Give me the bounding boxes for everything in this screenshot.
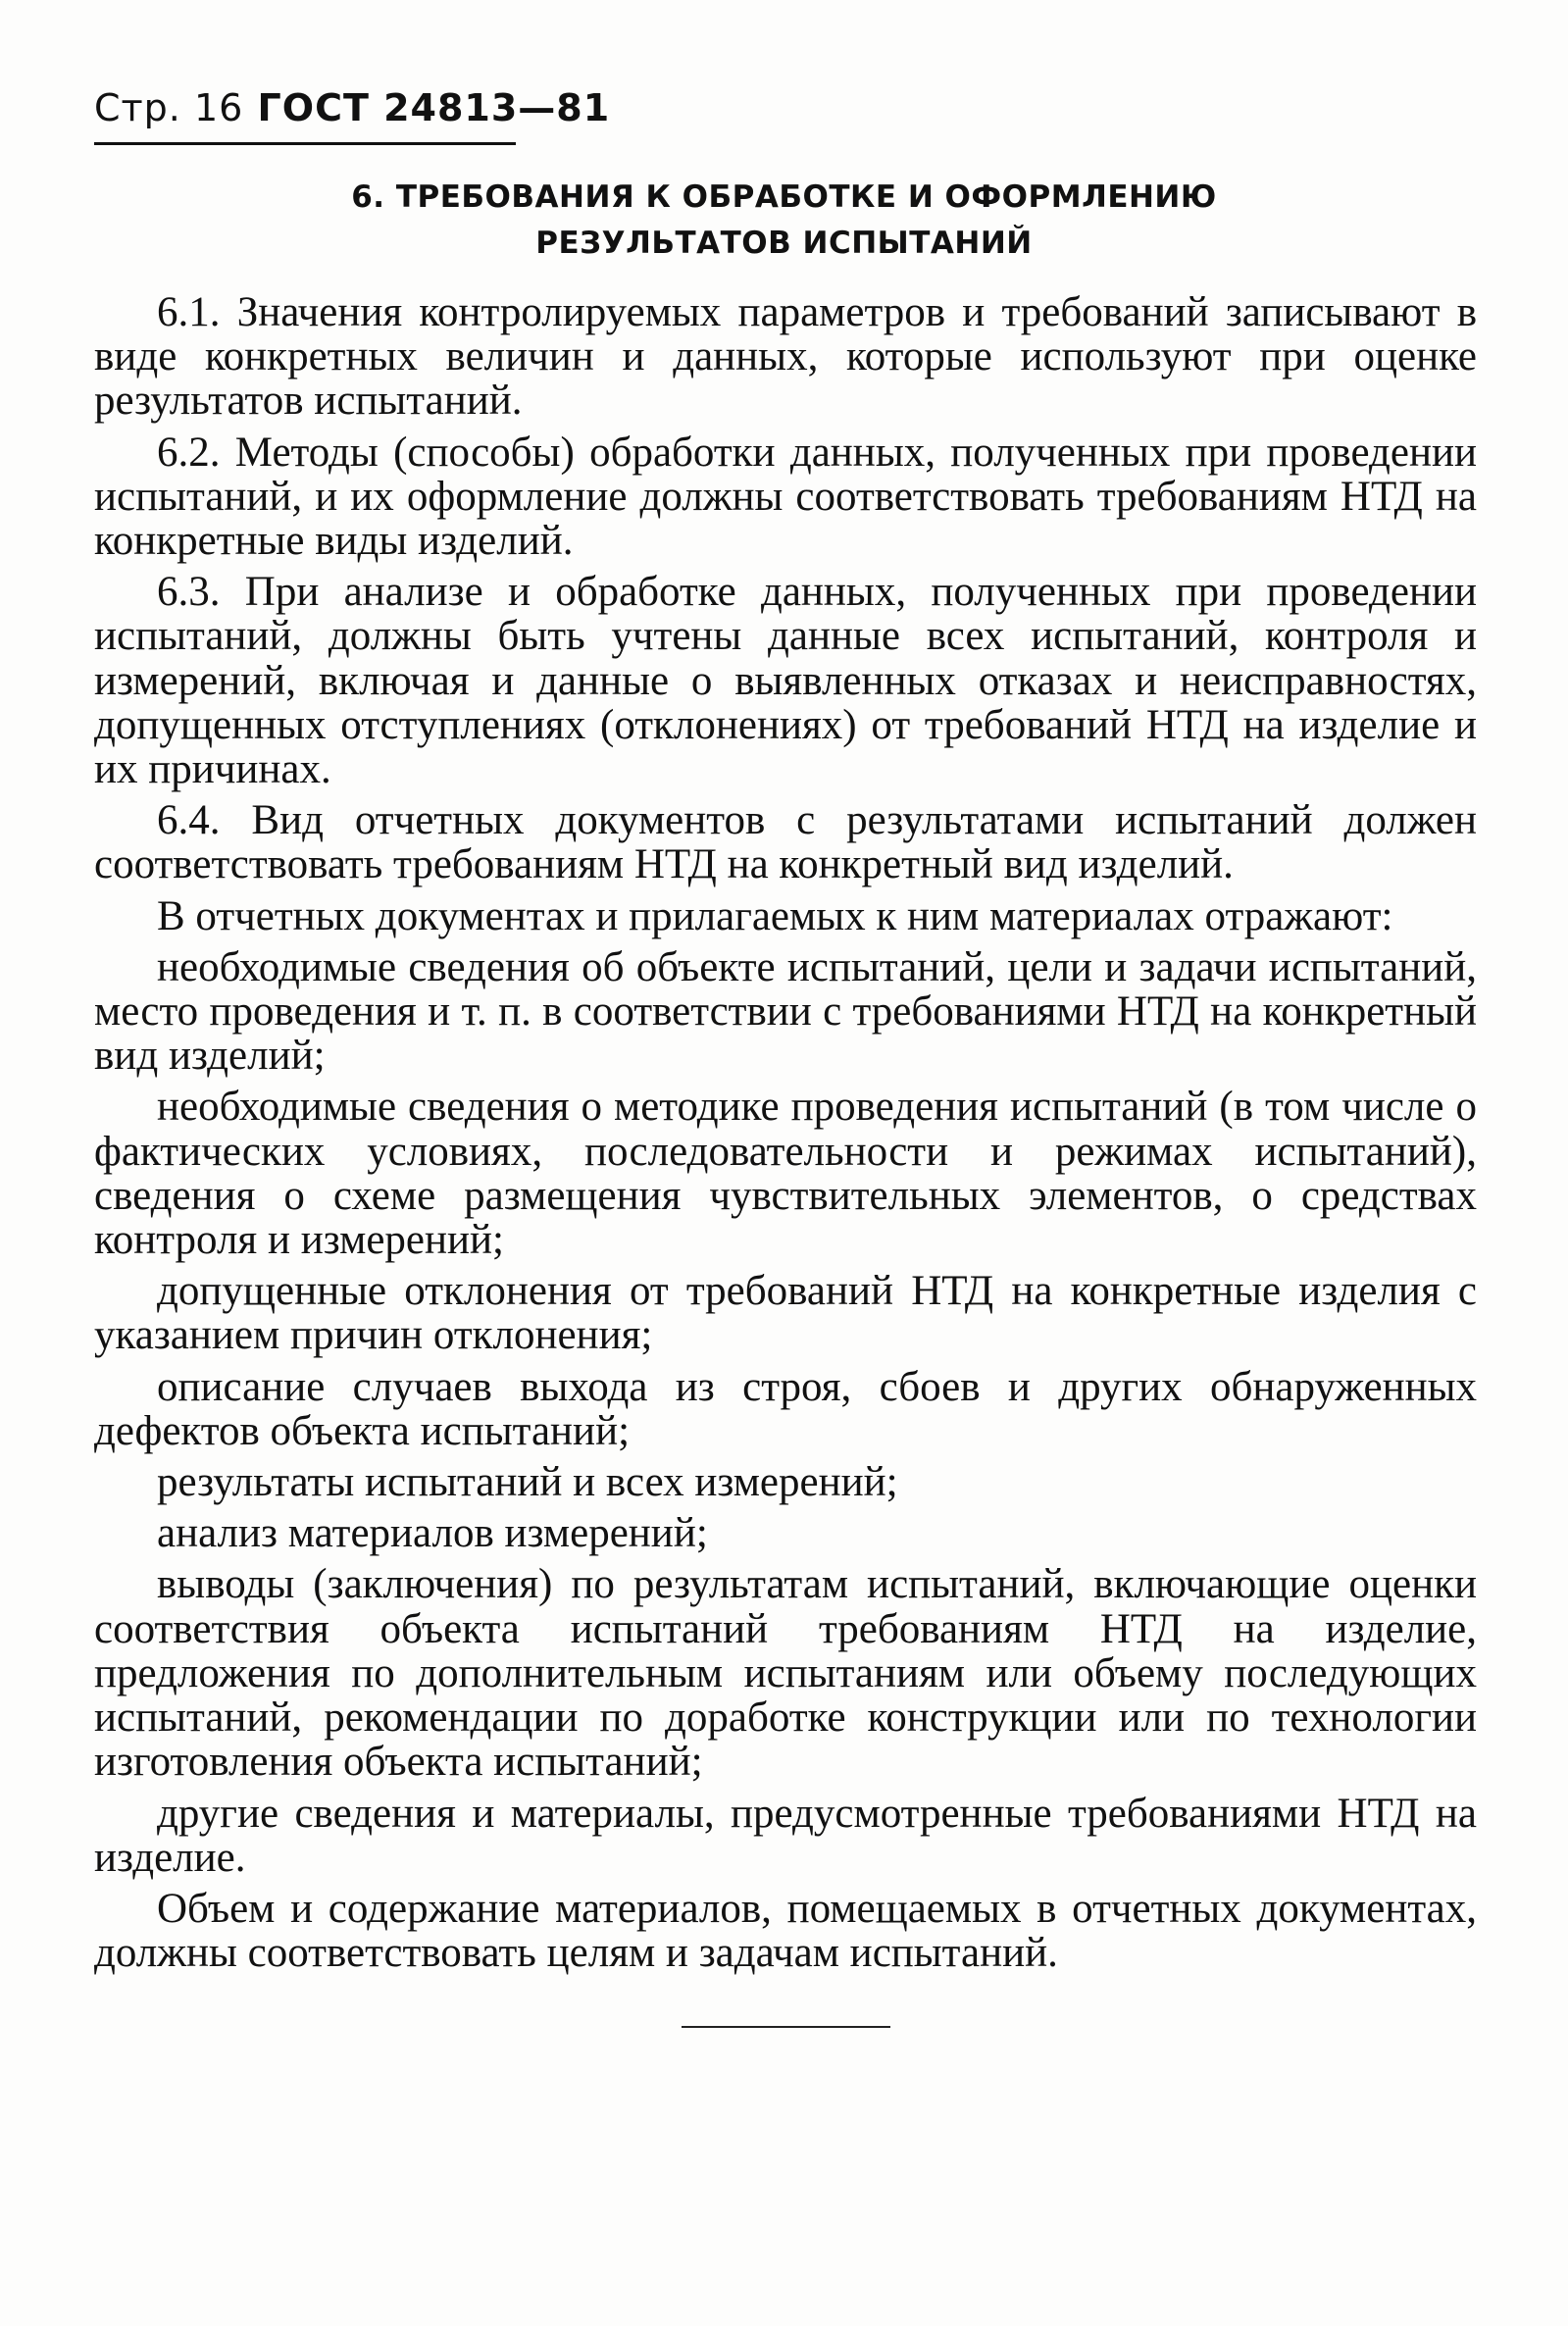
list-item: необходимые сведения о методике проведения испытаний (в том числе о фактических условиях, последовательности и режимах испытаний), сведения о схеме размещения чувствительных элементов, о средствах контроля и измерений; [94, 1084, 1477, 1264]
list-item: анализ материалов измерений; [157, 1510, 708, 1557]
list-item: выводы (заключения) по результатам испытаний, включающие оценки соответствия объекта испытаний требованиям НТД на изделие, предложения по дополнительным испытаниям или объему последующих испытаний, рекомендации по доработке конструкции или по технологии изготовления объекта испытаний; [94, 1561, 1477, 1786]
paragraph-6-4: 6.4. Вид отчетных документов с результатами испытаний должен соответствовать требованиям НТД на конкретный вид изделий. [94, 797, 1477, 888]
list-item: необходимые сведения об объекте испытаний, цели и задачи испытаний, место проведения и т. п. в соответствии с требованиями НТД на конкретный вид изделий; [94, 943, 1477, 1080]
section-title-line-2: РЕЗУЛЬТАТОВ ИСПЫТАНИЙ [535, 226, 1033, 261]
standard-designation: ГОСТ 24813—81 [257, 86, 611, 129]
list-item: описание случаев выхода из строя, сбоев и других обнаруженных дефектов объекта испытаний; [94, 1363, 1477, 1454]
list-item: допущенные отклонения от требований НТД на конкретные изделия с указанием причин отклонения; [94, 1268, 1477, 1359]
end-of-section-rule [682, 2026, 890, 2028]
list-item: другие сведения и материалы, предусмотренные требованиями НТД на изделие. [94, 1790, 1477, 1881]
page-number-label: Стр. 16 [94, 86, 244, 129]
paragraph-6-1: 6.1. Значения контролируемых параметров и требований записывают в виде конкретных величин и данных, которые используют при оценке результатов испытаний. [94, 289, 1477, 425]
paragraph-6-3: 6.3. При анализе и обработке данных, полученных при проведении испытаний, должны быть учтены данные всех испытаний, контроля и измерений, включая и данные о выявленных отказах и неисправностях, допущенных отступлениях (отклонениях) от требований НТД на изделие и их причинах. [94, 569, 1477, 793]
running-header [94, 86, 610, 129]
paragraph-closing: Объем и содержание материалов, помещаемых в отчетных документах, должны соответствовать целям и задачам испытаний. [94, 1885, 1477, 1977]
section-title-line-1: 6. ТРЕБОВАНИЯ К ОБРАБОТКЕ И ОФОРМЛЕНИЮ [351, 179, 1217, 215]
paragraph-6-2: 6.2. Методы (способы) обработки данных, полученных при проведении испытаний, и их оформление должны соответствовать требованиям НТД на конкретные виды изделий. [94, 429, 1477, 565]
header-rule [94, 142, 516, 145]
body-text [94, 290, 1477, 1982]
paragraph-reports-intro: В отчетных документах и прилагаемых к ним материалах отражают: [157, 892, 1393, 939]
list-item: результаты испытаний и всех измерений; [157, 1459, 898, 1506]
